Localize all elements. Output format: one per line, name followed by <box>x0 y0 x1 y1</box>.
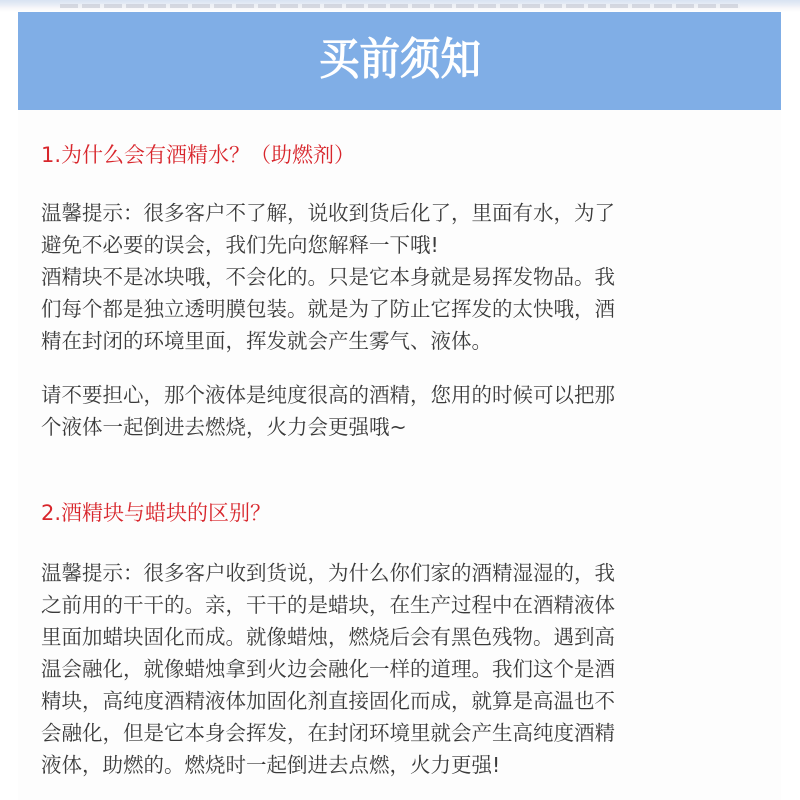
text-line: 里面加蜡块固化而成。就像蜡烛，燃烧后会有黑色残物。遇到高 <box>41 625 615 649</box>
text-line: 液体，助燃的。燃烧时一起倒进去点燃，火力更强! <box>41 753 501 777</box>
section-heading-2: 2.酒精块与蜡块的区别？ <box>41 501 272 525</box>
header-banner <box>18 12 781 110</box>
text-line: 精在封闭的环境里面，挥发就会产生雾气、液体。 <box>41 329 492 353</box>
section-heading-1: 1.为什么会有酒精水？（助燃剂） <box>41 143 356 167</box>
text-line: 避免不必要的误会，我们先向您解释一下哦! <box>41 233 439 257</box>
text-line: 温馨提示：很多客户收到货说，为什么你们家的酒精湿湿的，我 <box>41 561 615 585</box>
text-line: 之前用的干干的。亲，干干的是蜡块，在生产过程中在酒精液体 <box>41 593 615 617</box>
text-line: 会融化，但是它本身会挥发，在封闭环境里就会产生高纯度酒精 <box>41 721 615 745</box>
text-line: 温馨提示：很多客户不了解，说收到货后化了，里面有水，为了 <box>41 201 615 225</box>
text-line: 酒精块不是冰块哦，不会化的。只是它本身就是易挥发物品。我 <box>41 265 615 289</box>
text-line: 们每个都是独立透明膜包装。就是为了防止它挥发的太快哦，酒 <box>41 297 615 321</box>
text-line: 精块，高纯度酒精液体加固化剂直接固化而成，就算是高温也不 <box>41 689 615 713</box>
cropped-text-remnant <box>60 4 740 8</box>
section-1-paragraph-1 <box>41 197 731 357</box>
text-line: 请不要担心，那个液体是纯度很高的酒精，您用的时候可以把那 <box>41 383 615 407</box>
section-1-paragraph-2 <box>41 379 731 443</box>
section-2-paragraph-1 <box>41 557 731 781</box>
text-line: 个液体一起倒进去燃烧，火力会更强哦~ <box>41 415 407 439</box>
page-title: 买前须知 <box>318 34 481 85</box>
top-cropped-strip <box>0 0 800 12</box>
text-line: 温会融化，就像蜡烛拿到火边会融化一样的道理。我们这个是酒 <box>41 657 615 681</box>
